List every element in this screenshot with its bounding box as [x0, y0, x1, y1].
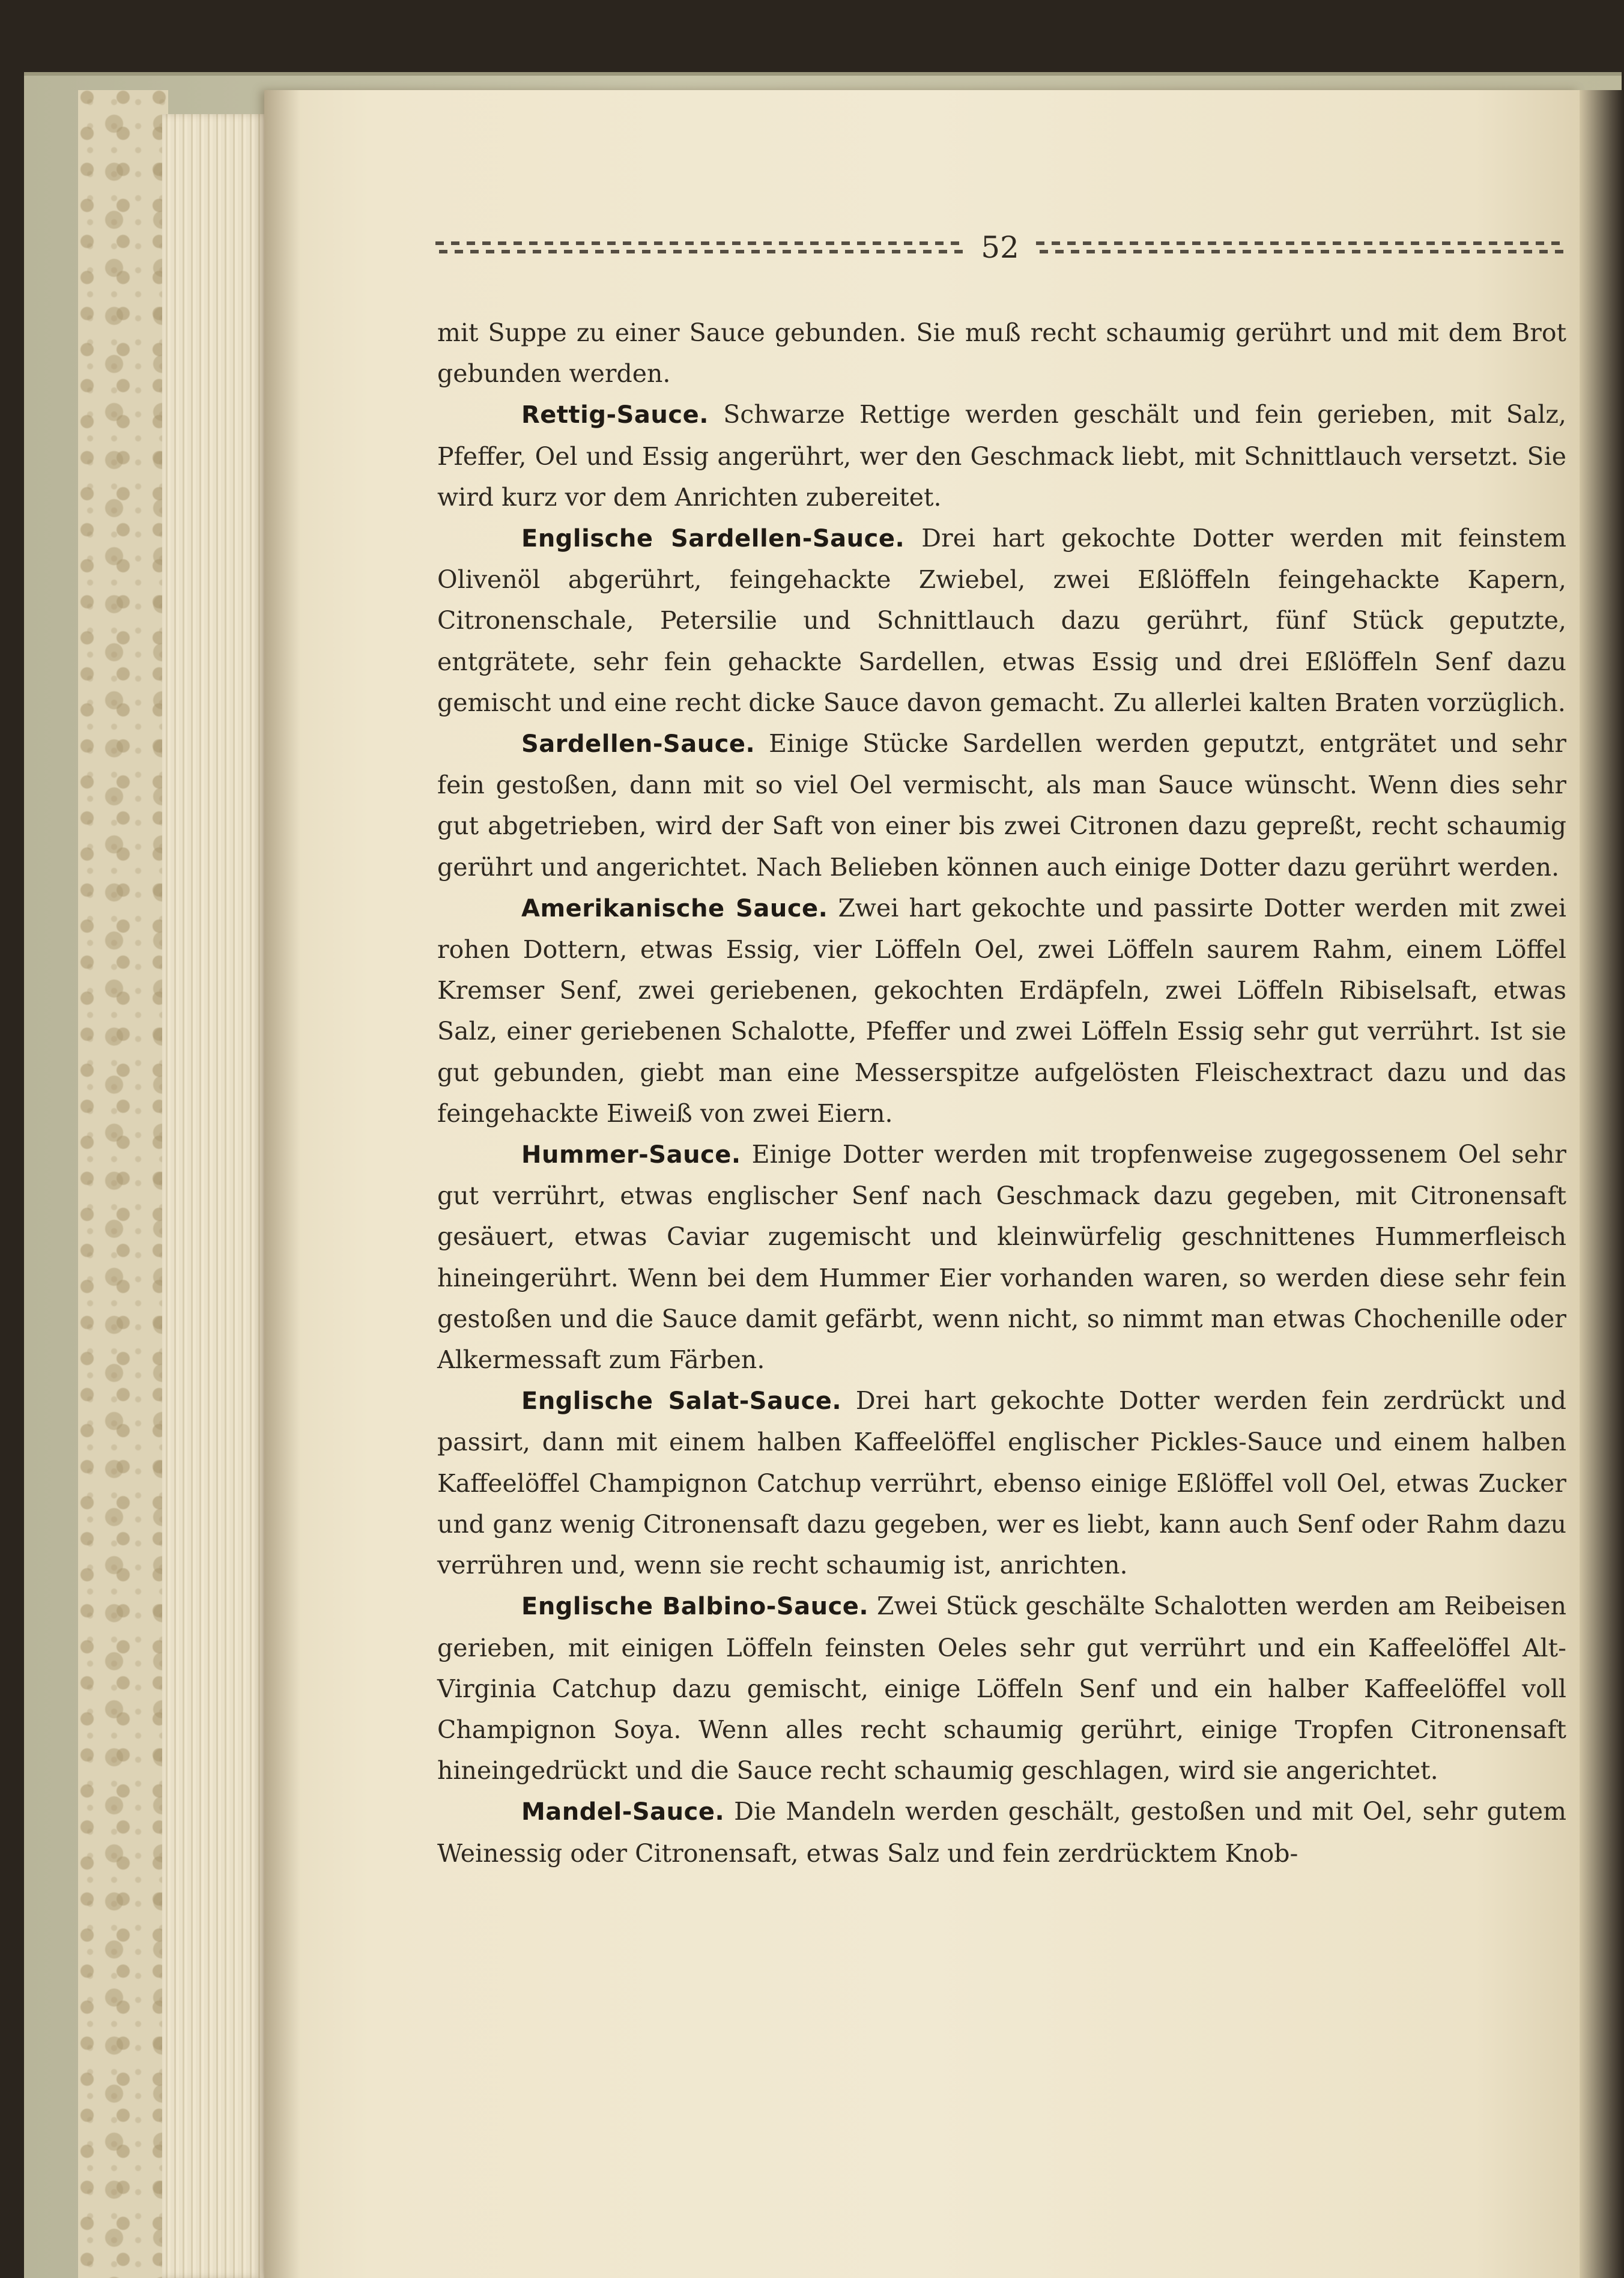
- recipe-text: Einige Dotter werden mit tropfenweise zugegossenem Oel sehr gut verrührt, etwas englischer Senf nach Geschmack dazu gegeben, mit Citronensaft gesäuert, etwas Caviar zugemischt und kleinwürfelig geschnittenes Hummerfleisch hineingerührt. Wenn bei dem Hummer Eier vorhanden waren, so werden diese sehr fein gestoßen und die Sauce damit gefärbt, wenn nicht, so nimmt man etwas Chochenille oder Alkermessaft zum Färben.: [437, 1140, 1566, 1375]
- recipe-text: Einige Stücke Sardellen werden geputzt, entgrätet und sehr fein gestoßen, dann mit so viel Oel vermischt, als man Sauce wünscht. Wenn dies sehr gut abgetrieben, wird der Saft von einer bis zwei Citronen dazu gepreßt, recht schaumig gerührt und angerichtet. Nach Belieben können auch einige Dotter dazu gerührt werden.: [437, 729, 1566, 882]
- page-body: [437, 312, 1566, 1874]
- header-ornament-left: [435, 241, 964, 253]
- header-ornament-right: [1036, 241, 1565, 253]
- recipe-title: Englische Sardellen-Sauce.: [521, 525, 905, 553]
- recipe-text: Zwei hart gekochte und passirte Dotter werden mit zwei rohen Dottern, etwas Essig, vier Löffeln Oel, zwei Löffeln saurem Rahm, einem Löffel Kremser Senf, zwei geriebenen, gekochten Erdäpfeln, zwei Löffeln Ribiselsaft, etwas Salz, einer geriebenen Schalotte, Pfeffer und zwei Löffeln Essig sehr gut verrührt. Ist sie gut gebunden, giebt man eine Messerspitze aufgelösten Fleischextract dazu und das feingehackte Eiweiß von zwei Eiern.: [437, 893, 1566, 1128]
- recipe-paragraph: [437, 723, 1566, 888]
- recipe-text: Drei hart gekochte Dotter werden fein zerdrückt und passirt, dann mit einem halben Kaffeelöffel englischer Pickles-Sauce und einem halben Kaffeelöffel Champignon Catchup verrührt, ebenso einige Eßlöffel voll Oel, etwas Zucker und ganz wenig Citronensaft dazu gegeben, wer es liebt, kann auch Senf oder Rahm dazu verrühren und, wenn sie recht schaumig ist, anrichten.: [437, 1386, 1566, 1580]
- recipe-title: Rettig-Sauce.: [521, 401, 709, 429]
- recipe-paragraph: [437, 518, 1566, 723]
- recipe-text: Zwei Stück geschälte Schalotten werden am Reibeisen gerieben, mit einigen Löffeln feinsten Oeles sehr gut verrührt und ein Kaffeelöffel Alt-Virginia Catchup dazu gemischt, einige Löffeln Senf und ein halber Kaffeelöffel voll Champignon Soya. Wenn alles recht schaumig gerührt, einige Tropfen Citronensaft hineingedrückt und die Sauce recht schaumig geschlagen, wird sie angerichtet.: [437, 1592, 1566, 1786]
- recipe-title: Englische Salat-Sauce.: [521, 1387, 842, 1416]
- recipe-paragraph: [437, 1134, 1566, 1380]
- recipe-paragraph: [437, 888, 1566, 1134]
- page-edges: [162, 114, 270, 2278]
- recipe-text: Die Mandeln werden geschält, gestoßen und mit Oel, sehr gutem Weinessig oder Citronensaft, etwas Salz und fein zerdrücktem Knob-: [437, 1797, 1566, 1868]
- recipe-paragraph: [437, 1791, 1566, 1873]
- gutter-shadow: [264, 90, 300, 2278]
- recipe-text: Drei hart gekochte Dotter werden mit feinstem Olivenöl abgerührt, feingehackte Zwiebel, zwei Eßlöffeln feingehackte Kapern, Citronenschale, Petersilie und Schnittlauch dazu gerührt, fünf Stück geputzte, entgrätete, sehr fein gehackte Sardellen, etwas Essig und drei Eßlöffeln Senf dazu gemischt und eine recht dicke Sauce davon gemacht. Zu allerlei kalten Braten vorzüglich.: [437, 524, 1566, 717]
- recipe-title: Hummer-Sauce.: [521, 1141, 741, 1169]
- recipe-title: Englische Balbino-Sauce.: [521, 1593, 869, 1621]
- page-right-edge: [1580, 90, 1624, 2278]
- recipe-paragraph: [437, 394, 1566, 518]
- recipe-title: Sardellen-Sauce.: [521, 730, 756, 759]
- recipe-paragraph: [437, 1380, 1566, 1586]
- recipe-title: Amerikanische Sauce.: [521, 894, 828, 922]
- decorative-endpaper: [78, 90, 168, 2278]
- page-number: 52: [981, 230, 1019, 265]
- recipe-text: Schwarze Rettige werden geschält und fein gerieben, mit Salz, Pfeffer, Oel und Essig angerührt, wer den Geschmack liebt, mit Schnittlauch versetzt. Sie wird kurz vor dem Anrichten zubereitet.: [437, 400, 1566, 512]
- page-header: [435, 229, 1565, 265]
- recipe-paragraph: [437, 1586, 1566, 1791]
- intro-paragraph: mit Suppe zu einer Sauce gebunden. Sie muß recht schaumig gerührt und mit dem Brot gebunden werden.: [437, 318, 1566, 389]
- recipe-title: Mandel-Sauce.: [521, 1798, 725, 1826]
